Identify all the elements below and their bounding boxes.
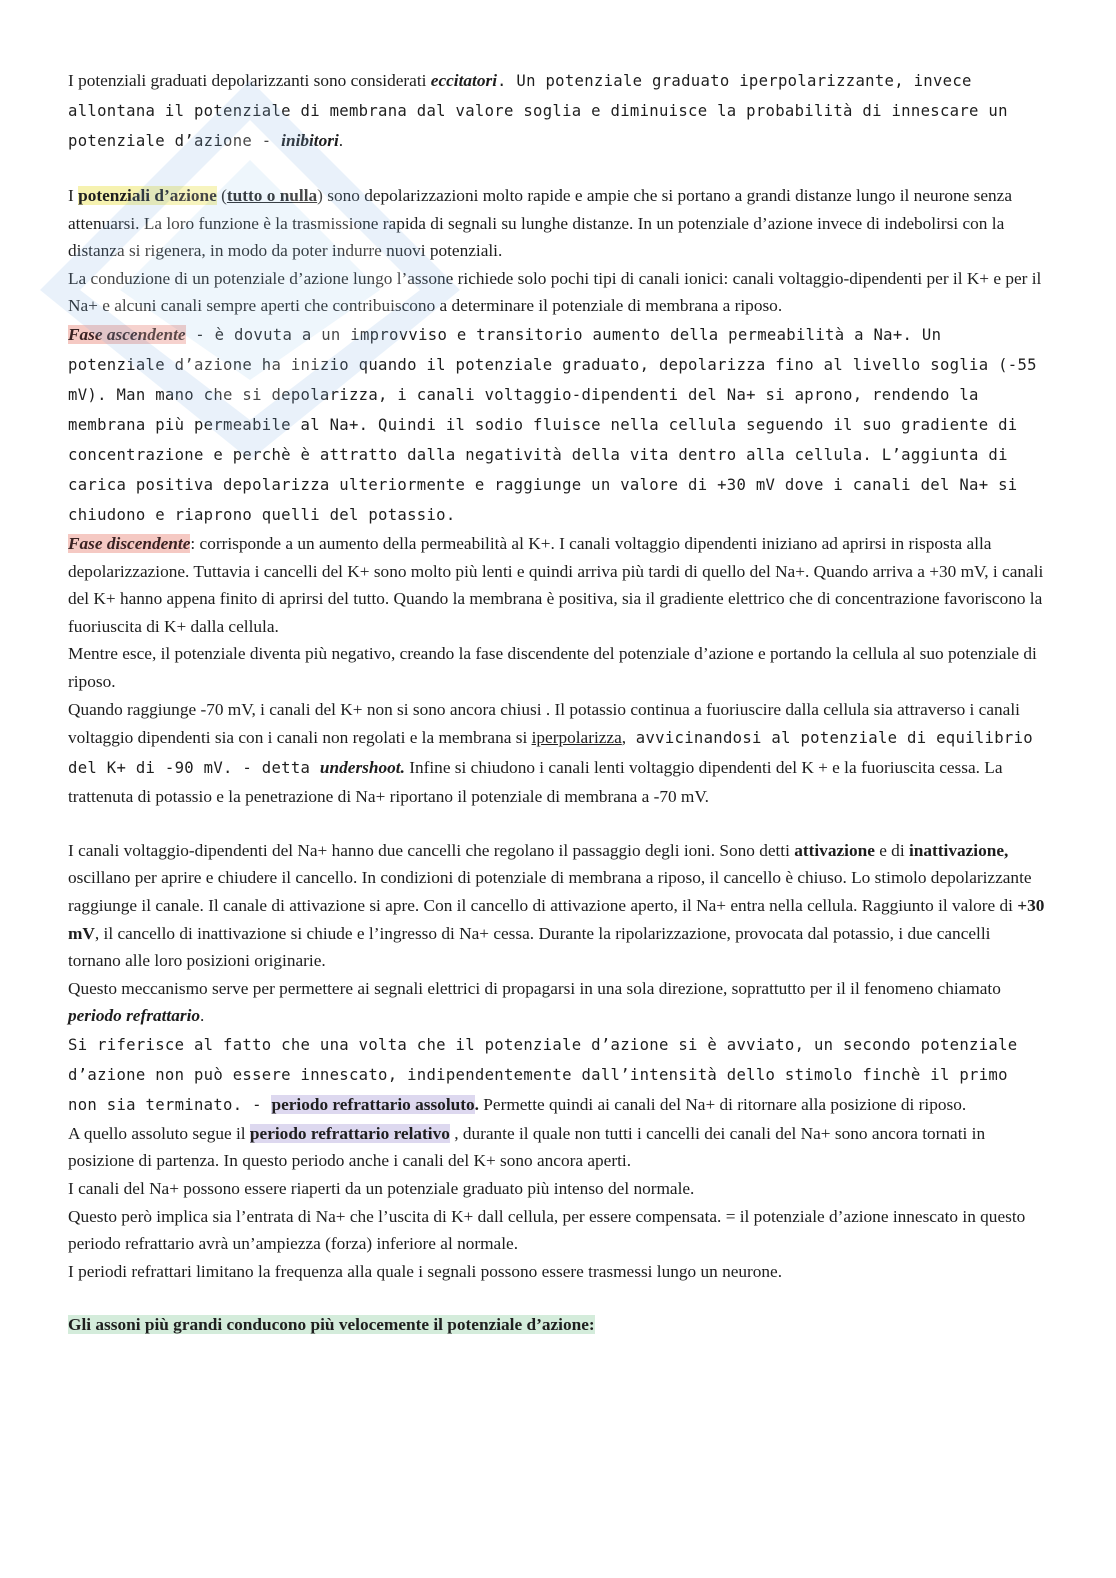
text-span: . <box>474 1094 479 1114</box>
text-span: . Un potenziale graduato iperpolarizzante, invece allontana il potenziale di membrana dal valore soglia e diminuisce la probabilità di innescare un potenziale d’azione - <box>68 72 1008 150</box>
paragraph-implica: Questo però implica sia l’entrata di Na+ che l’uscita di K+ dall cellula, per essere compensata. = il potenziale d’azione innescato in questo periodo refrattario avrà un’ampiezza (forza) inferiore al normale. <box>68 1206 1026 1254</box>
text-span: , <box>621 728 627 748</box>
paragraph-fase-discendente <box>68 530 1046 640</box>
paragraph-quando-raggiunge <box>68 696 1046 811</box>
text-span: : corrisponde a un aumento della permeabilità al K+. I canali voltaggio dipendenti iniziano ad aprirsi in risposta alla depolarizzazione. Tuttavia i cancelli del K+ sono molto più lenti e quindi arriva più tardi di quello del Na+. Quando arriva a +30 mV, i canali del K+ hanno appena finito di aprirsi del tutto. Quando la membrana è positiva, sia il gradiente elettrico che di concentrazione favoriscono la fuoriuscita di K+ dalla cellula. <box>68 533 1044 636</box>
text-span: e di <box>874 840 909 860</box>
text-span: I <box>68 186 79 205</box>
paragraph-frequenza: I periodi refrattari limitano la frequenza alla quale i segnali possono essere trasmessi lungo un neurone. <box>68 1261 783 1281</box>
text-span: oscillano per aprire e chiudere il cancello. In condizioni di potenziale di membrana a riposo, il cancello è chiuso. Lo stimolo depolarizzante raggiunge il canale. Il canale di attivazione si apre. Con il cancello di attivazione aperto, il Na+ entra nella cellula. Raggiunto il valore di <box>68 868 1032 915</box>
spacer <box>68 811 1046 837</box>
text-span: I potenziali graduati depolarizzanti sono considerati <box>68 71 431 90</box>
paragraph-riaperti: I canali del Na+ possono essere riaperti da un potenziale graduato più intenso del normale. <box>68 1179 695 1199</box>
term-eccitatori: eccitatori <box>430 71 498 90</box>
term-iperpolarizza: iperpolarizza <box>531 728 622 748</box>
paragraph-conduzione: La conduzione di un potenziale d’azione lungo l’assone richiede solo pochi tipi di canali ionici: canali voltaggio-dipendenti per il K+ e per il Na+ e alcuni canali sempre aperti che contribuiscono a determinare il potenziale di membrana a riposo. <box>68 268 1042 316</box>
paragraph-refrattario-relativo <box>68 1120 1046 1175</box>
term-tutto-o-nulla: tutto o nulla <box>226 186 318 205</box>
text-span: ) sono depolarizzazioni molto rapide e ampie che si portano a grandi distanze lungo il neurone senza attenuarsi. La loro funzione è la trasmissione rapida di segnali su lunghe distanze. In un potenziale d’azione invece di indebolirsi con la distanza si rigenera, in modo da poter indurre nuovi potenziali. <box>68 186 1013 261</box>
term-refrattario-relativo: periodo refrattario relativo <box>249 1123 450 1143</box>
paragraph-meccanismo <box>68 975 1046 1030</box>
text-span: I canali voltaggio-dipendenti del Na+ hanno due cancelli che regolano il passaggio degli ioni. Sono detti <box>68 840 795 860</box>
term-attivazione: attivazione <box>794 840 875 860</box>
text-span: Questo meccanismo serve per permettere ai segnali elettrici di propagarsi in una sola direzione, soprattutto per il il fenomeno chiamato <box>68 978 1001 998</box>
text-span: Quando raggiunge -70 mV, i canali del K+ non si sono ancora chiusi . Il potassio continua a fuoriuscire dalla cellula sia attraverso i canali voltaggio dipendenti sia con i canali non regolati e la membrana si <box>68 699 1020 748</box>
text-span: . <box>200 1006 205 1026</box>
text-span: avvicinandosi al potenziale di equilibrio del K+ di -90 mV. - detta <box>68 729 1033 778</box>
text-span: ( <box>216 186 227 205</box>
paragraph-cancelli <box>68 837 1046 975</box>
paragraph-potenziali-azione <box>68 182 1046 265</box>
term-inattivazione: inattivazione, <box>908 840 1009 860</box>
text-span: , durante il quale non tutti i cancelli dei canali del Na+ sono ancora tornati in posizione di partenza. In questo periodo anche i canali del K+ sono ancora aperti. <box>68 1123 986 1171</box>
term-periodo-refrattario: periodo refrattario <box>68 1006 201 1026</box>
text-span: Si riferisce al fatto che una volta che il potenziale d’azione si è avviato, un secondo potenziale d’azione non può essere innescato, indipendentemente dall’intensità dello stimolo finchè il primo non sia terminato. - <box>68 1035 1018 1114</box>
paragraph-refrattario-assoluto <box>68 1030 1046 1120</box>
paragraph-assoni <box>68 1311 1046 1339</box>
heading-fase-ascendente: Fase ascendente <box>68 324 186 344</box>
heading-assoni: Gli assoni più grandi conducono più velocemente il potenziale d’azione: <box>68 1315 595 1335</box>
term-inibitori: inibitori <box>281 131 339 150</box>
text-span: , il cancello di inattivazione si chiude e l’ingresso di Na+ cessa. Durante la ripolarizzazione, provocata dal potassio, i due cancelli tornano alle loro posizioni originarie. <box>68 923 991 971</box>
text-span: A quello assoluto segue il <box>68 1123 250 1143</box>
text-span: . <box>338 131 344 150</box>
text-span: Infine si chiudono i canali lenti voltaggio dipendenti del K + e la fuoriuscita cessa. La trattenuta di potassio e la penetrazione di Na+ riportano il potenziale di membrana a -70 mV. <box>68 758 1003 807</box>
spacer <box>68 156 1046 182</box>
paragraph-fase-ascendente <box>68 320 1046 530</box>
spacer <box>68 1285 1046 1311</box>
paragraph-graduati <box>68 66 1046 156</box>
term-undershoot: undershoot. <box>319 758 405 778</box>
term-refrattario-assoluto: periodo refrattario assoluto <box>271 1094 475 1114</box>
term-potenziali-azione: potenziali d’azione <box>78 186 217 205</box>
term-30mv: +30 mV <box>68 895 1045 943</box>
heading-fase-discendente: Fase discendente <box>68 533 191 553</box>
text-span: - è dovuta a un improvviso e transitorio aumento della permeabilità a Na+. Un potenziale d’azione ha inizio quando il potenziale graduato, depolarizza fino al livello soglia (-55 mV). Man mano che si depolarizza, i canali voltaggio-dipendenti del Na+ si aprono, rendendo la membrana più permeabile al Na+. Quindi il sodio fluisce nella cellula seguendo il suo gradiente di concentrazione e perchè è attratto dalla negatività della vita dentro alla cellula. L’aggiunta di carica positiva depolarizza ulteriormente e raggiunge un valore di +30 mV dove i canali del Na+ si chiudono e riaprono quelli del potassio. <box>68 325 1037 524</box>
paragraph-mentre-esce: Mentre esce, il potenziale diventa più negativo, creando la fase discendente del potenziale d’azione e portando la cellula al suo potenziale di riposo. <box>68 644 1037 691</box>
text-span: Permette quindi ai canali del Na+ di ritornare alla posizione di riposo. <box>478 1094 967 1114</box>
